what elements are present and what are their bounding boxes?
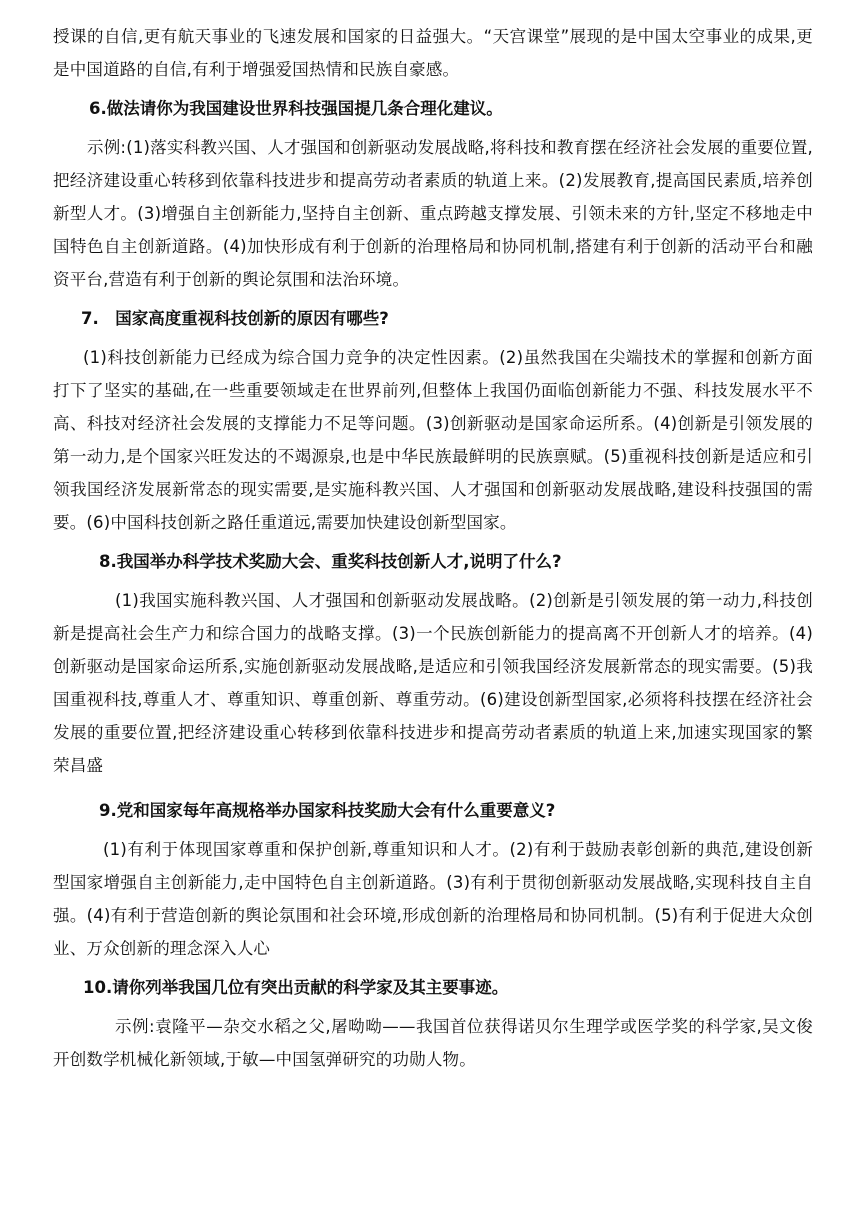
question-9-heading: 9.党和国家每年高规格举办国家科技奖励大会有什么重要意义? (99, 801, 556, 820)
document-page (53, 20, 813, 1076)
answer-9-paragraph: (1)有利于体现国家尊重和保护创新,尊重知识和人才。(2)有利于鼓励表彰创新的典范,建设创新型国家增强自主创新能力,走中国特色自主创新道路。(3)有利于贯彻创新驱动发展战略,实现科技自主自强。(4)有利于营造创新的舆论氛围和社会环境,形成创新的治理格局和协同机制。(5)有利于促进大众创业、万众创新的理念深入人心 (53, 840, 813, 958)
answer-7-paragraph: (1)科技创新能力已经成为综合国力竞争的决定性因素。(2)虽然我国在尖端技术的掌握和创新方面打下了坚实的基础,在一些重要领域走在世界前列,但整体上我国仍面临创新能力不强、科技发展水平不高、科技对经济社会发展的支撑能力不足等问题。(3)创新驱动是国家命运所系。(4)创新是引领发展的第一动力,是个国家兴旺发达的不竭源泉,也是中华民族最鲜明的民族禀赋。(5)重视科技创新是适应和引领我国经济发展新常态的现实需要,是实施科教兴国、人才强国和创新驱动发展战略,建设科技强国的需要。(6)中国科技创新之路任重道远,需要加快建设创新型国家。 (53, 348, 813, 532)
intro-paragraph: 授课的自信,更有航天事业的飞速发展和国家的日益强大。“天宫课堂”展现的是中国太空事业的成果,更是中国道路的自信,有利于增强爱国热情和民族自豪感。 (53, 27, 813, 79)
question-8-heading: 8.我国举办科学技术奖励大会、重奖科技创新人才,说明了什么? (99, 552, 562, 571)
answer-6-paragraph: 示例:(1)落实科教兴国、人才强国和创新驱动发展战略,将科技和教育摆在经济社会发展的重要位置,把经济建设重心转移到依靠科技进步和提高劳动者素质的轨道上来。(2)发展教育,提高国民素质,培养创新型人才。(3)增强自主创新能力,坚持自主创新、重点跨越支撑发展、引领未来的方针,坚定不移地走中国特色自主创新道路。(4)加快形成有利于创新的治理格局和协同机制,搭建有利于创新的活动平台和融资平台,营造有利于创新的舆论氛围和法治环境。 (53, 138, 813, 289)
answer-8-paragraph: (1)我国实施科教兴国、人才强国和创新驱动发展战略。(2)创新是引领发展的第一动力,科技创新是提高社会生产力和综合国力的战略支撑。(3)一个民族创新能力的提高离不开创新人才的培养。(4)创新驱动是国家命运所系,实施创新驱动发展战略,是适应和引领我国经济发展新常态的现实需要。(5)我国重视科技,尊重人才、尊重知识、尊重创新、尊重劳动。(6)建设创新型国家,必须将科技摆在经济社会发展的重要位置,把经济建设重心转移到依靠科技进步和提高劳动者素质的轨道上来,加速实现国家的繁荣昌盛 (53, 591, 813, 775)
question-6-heading: 6.做法请你为我国建设世界科技强国提几条合理化建议。 (89, 99, 503, 118)
question-10-heading: 10.请你列举我国几位有突出贡献的科学家及其主要事迹。 (83, 978, 509, 997)
question-7-heading: 7. 国家高度重视科技创新的原因有哪些? (81, 309, 389, 328)
answer-10-paragraph: 示例:袁隆平—杂交水稻之父,屠呦呦——我国首位获得诺贝尔生理学或医学奖的科学家,吴文俊开创数学机械化新领域,于敏—中国氢弹研究的功勋人物。 (53, 1017, 813, 1069)
